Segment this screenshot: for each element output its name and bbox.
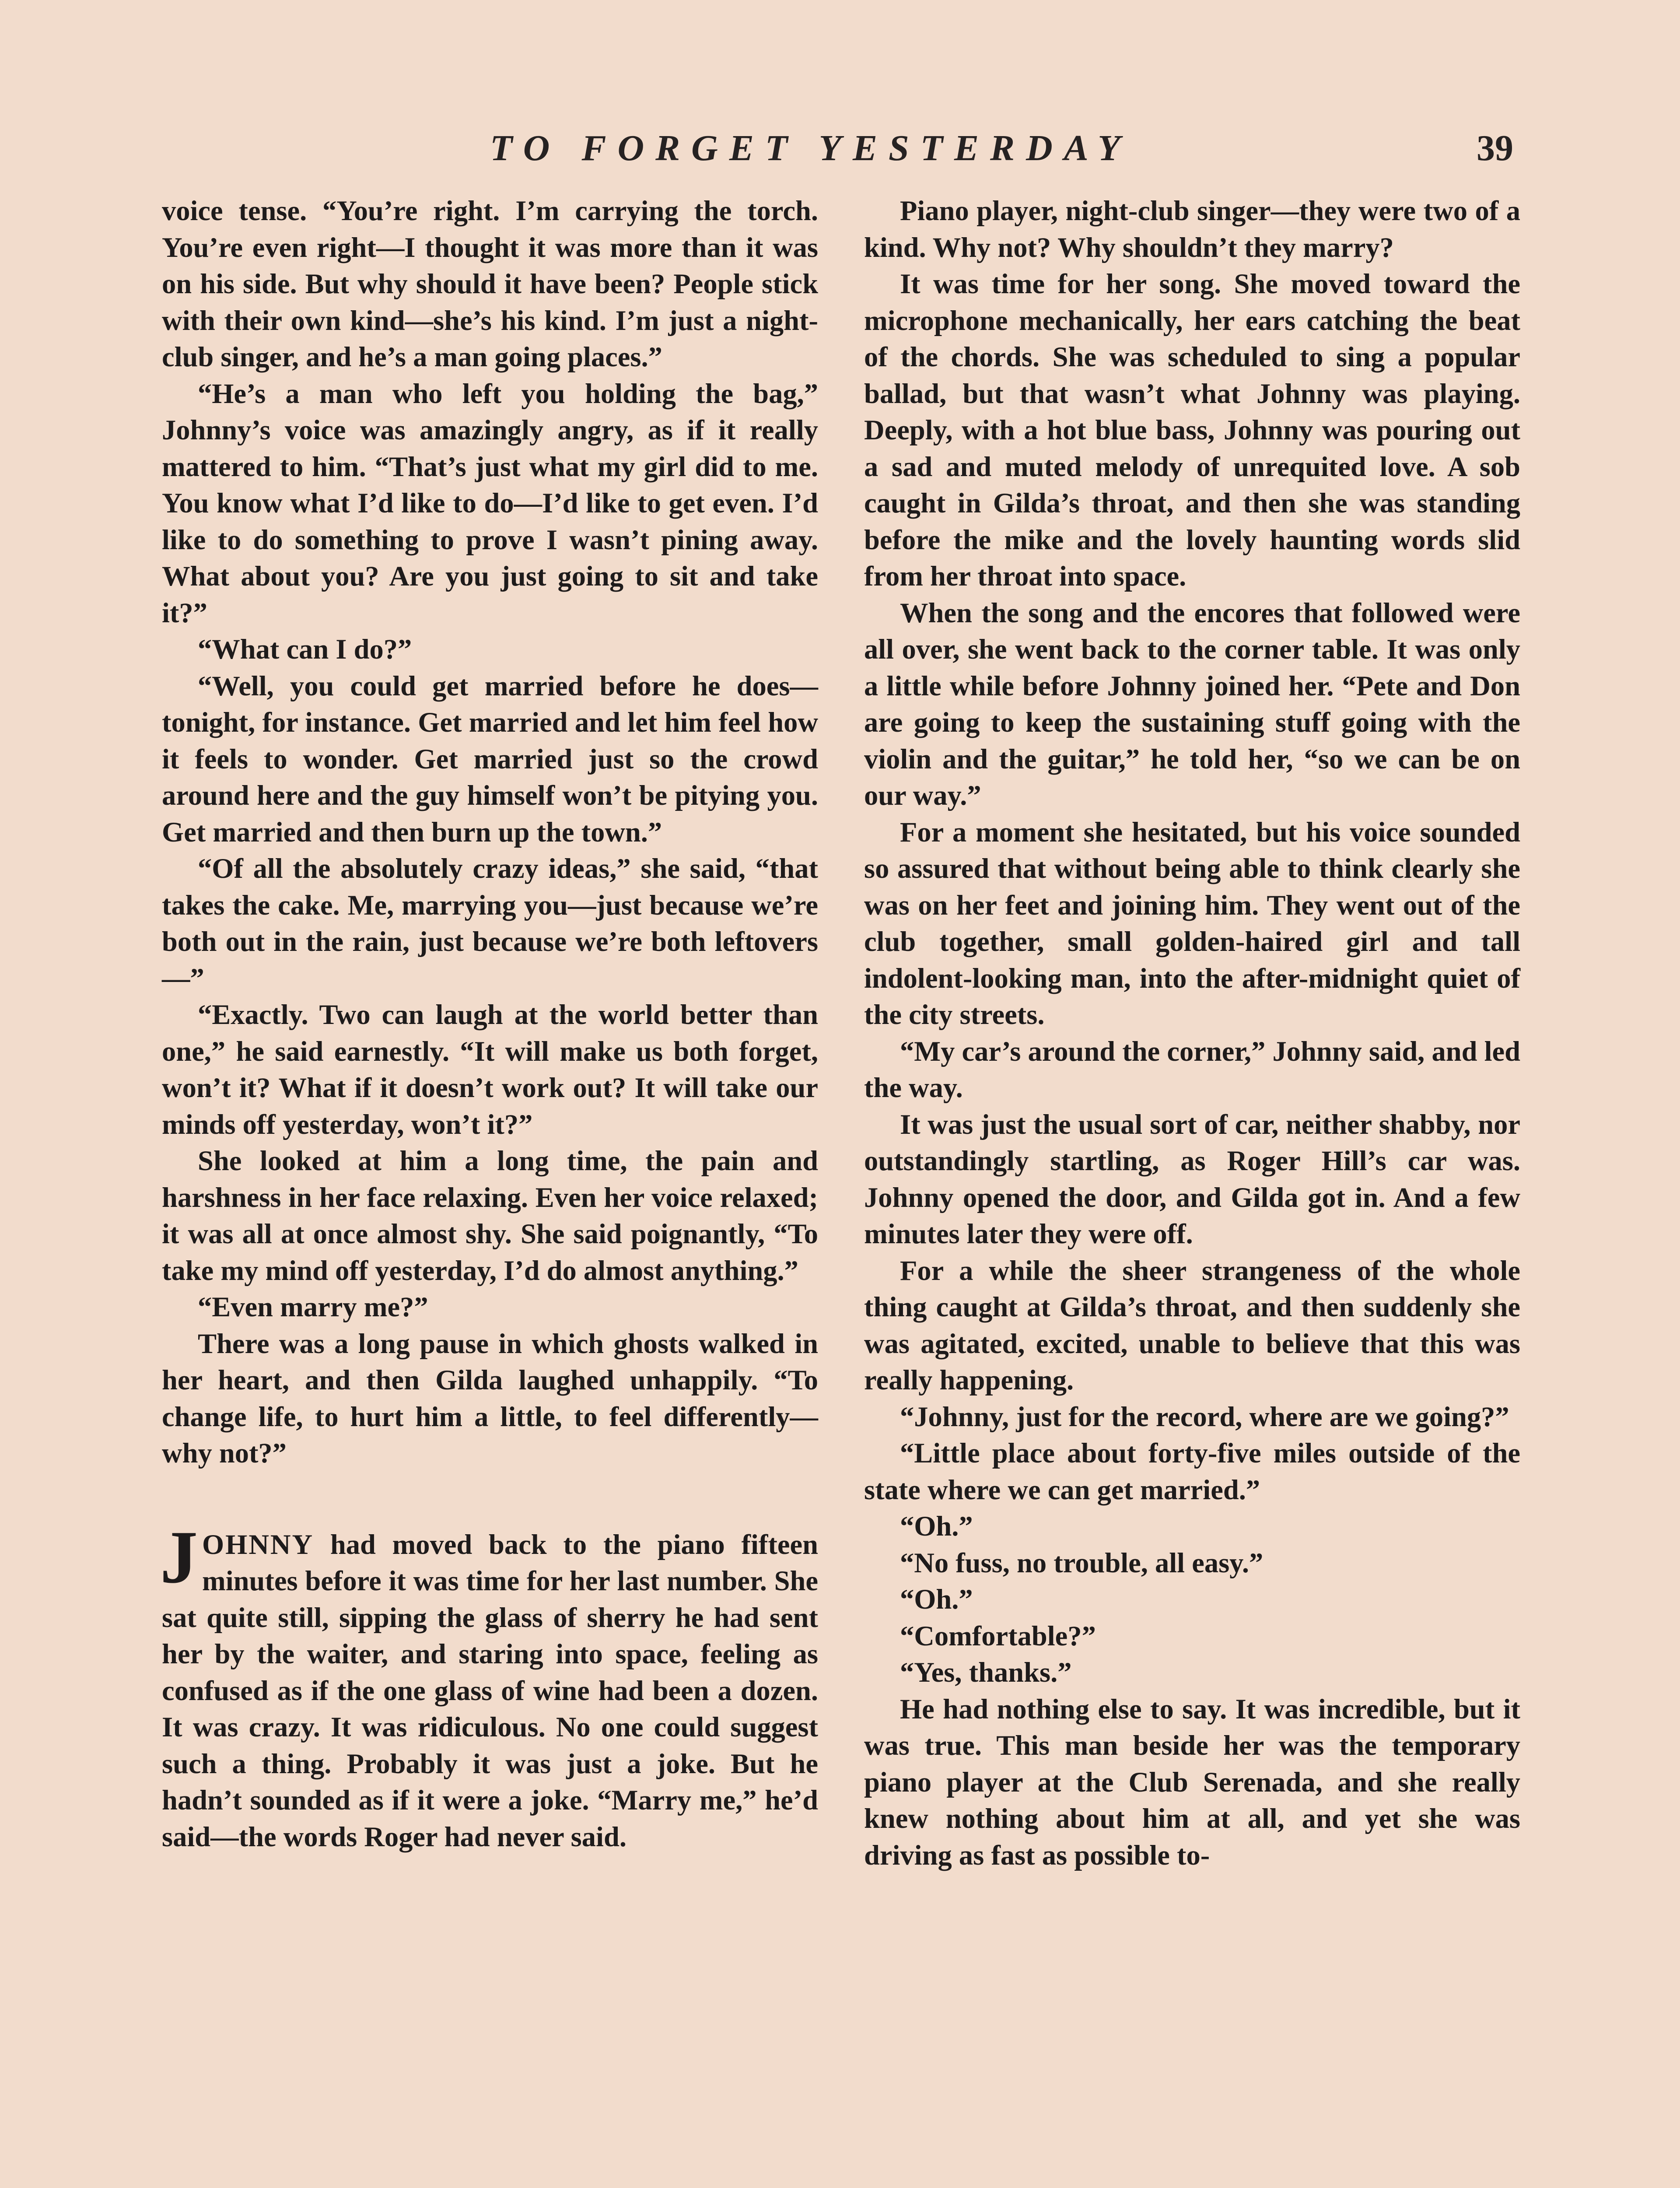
paragraph: “Of all the absolutely crazy ideas,” she said, “that takes the cake. Me, marrying you—just because we’re both out in the rain, just because we’re both leftovers—” <box>162 853 818 994</box>
paragraph: Piano player, night-club singer—they were two of a kind. Why not? Why shouldn’t they marry? <box>864 195 1520 263</box>
paragraph: It was time for her song. She moved toward the microphone mechanically, her ears catching the beat of the chords. She was scheduled to sing a popular ballad, but that wasn’t what Johnny was playing. Deeply, with a hot blue bass, Johnny was pouring out a sad and muted melody of unrequited love. A sob caught in Gilda’s throat, and then she was standing before the mike and the lovely haunting words slid from her throat into space. <box>864 268 1520 592</box>
paragraph: “Oh.” <box>900 1584 973 1615</box>
drop-cap: J <box>160 1515 198 1599</box>
paragraph: “Even marry me?” <box>198 1291 428 1322</box>
paragraph: “Well, you could get married before he does—tonight, for instance. Get married and let him feel how it feels to wonder. Get married just so the crowd around here and the guy himself won’t be pitying you. Get married and then burn up the town.” <box>162 670 818 848</box>
paragraph: “My car’s around the corner,” Johnny said, and led the way. <box>864 1035 1520 1103</box>
paragraph: There was a long pause in which ghosts walked in her heart, and then Gilda laughed unhappily. “To change life, to hurt him a little, to feel differently—why not?” <box>162 1328 818 1469</box>
right-column <box>864 193 1520 1873</box>
paragraph: For a while the sheer strangeness of the whole thing caught at Gilda’s throat, and then suddenly she was agitated, excited, unable to believe that this was really happening. <box>864 1255 1520 1396</box>
paragraph: “Oh.” <box>900 1511 973 1542</box>
paragraph: For a moment she hesitated, but his voice sounded so assured that without being able to think clearly she was on her feet and joining him. They went out of the club together, small golden-haired girl and tall indolent-looking man, into the after-midnight quiet of the city streets. <box>864 816 1520 1030</box>
running-title: TO FORGET YESTERDAY <box>490 128 1132 168</box>
paragraph-text: had moved back to the piano fifteen minutes before it was time for her last number. She sat quite still, sipping the glass of sherry he had sent her by the waiter, and staring into space, feeling as confused as if the one glass of wine had been a dozen. It was crazy. It was ridiculous. No one could suggest such a thing. Probably it was just a joke. But he hadn’t sounded as if it were a joke. “Marry me,” he’d said—the words Roger had never said. <box>162 1529 818 1852</box>
section-start-paragraph <box>160 1515 818 1855</box>
left-column <box>162 193 818 1855</box>
paragraph: “Exactly. Two can laugh at the world better than one,” he said earnestly. “It will make us both forget, won’t it? What if it doesn’t work out? It will take our minds off yesterday, won’t it?” <box>162 999 818 1140</box>
paragraph: When the song and the encores that followed were all over, she went back to the corner table. It was only a little while before Johnny joined her. “Pete and Don are going to keep the sustaining stuff going with the violin and the guitar,” he told her, “so we can be on our way.” <box>864 597 1520 811</box>
page-number: 39 <box>1477 128 1513 168</box>
paragraph: “Yes, thanks.” <box>900 1657 1072 1688</box>
paragraph: “Comfortable?” <box>900 1620 1096 1652</box>
paragraph: She looked at him a long time, the pain and harshness in her face relaxing. Even her voice relaxed; it was all at once almost shy. She said poignantly, “To take my mind off yesterday, I’d do almost anything.” <box>162 1145 818 1286</box>
section-lead-word: OHNNY <box>202 1529 314 1560</box>
paragraph: “No fuss, no trouble, all easy.” <box>900 1547 1264 1578</box>
paragraph: It was just the usual sort of car, neither shabby, nor outstandingly startling, as Roger Hill’s car was. Johnny opened the door, and Gilda got in. And a few minutes later they were off. <box>864 1108 1520 1249</box>
paragraph: He had nothing else to say. It was incredible, but it was true. This man beside her was the temporary piano player at the Club Serenada, and she really knew nothing about him at all, and yet she was driving as fast as possible to- <box>864 1693 1520 1871</box>
paragraph: voice tense. “You’re right. I’m carrying the torch. You’re even right—I thought it was more than it was on his side. But why should it have been? People stick with their own kind—she’s his kind. I’m just a night-club singer, and he’s a man going places.” <box>162 195 818 372</box>
paragraph: “Little place about forty-five miles outside of the state where we can get married.” <box>864 1438 1520 1505</box>
paragraph: “Johnny, just for the record, where are we going?” <box>900 1401 1509 1432</box>
paragraph: “What can I do?” <box>198 634 412 665</box>
paragraph: “He’s a man who left you holding the bag,” Johnny’s voice was amazingly angry, as if it really mattered to him. “That’s just what my girl did to me. You know what I’d like to do—I’d like to get even. I’d like to do something to prove I wasn’t pining away. What about you? Are you just going to sit and take it?” <box>162 378 818 628</box>
